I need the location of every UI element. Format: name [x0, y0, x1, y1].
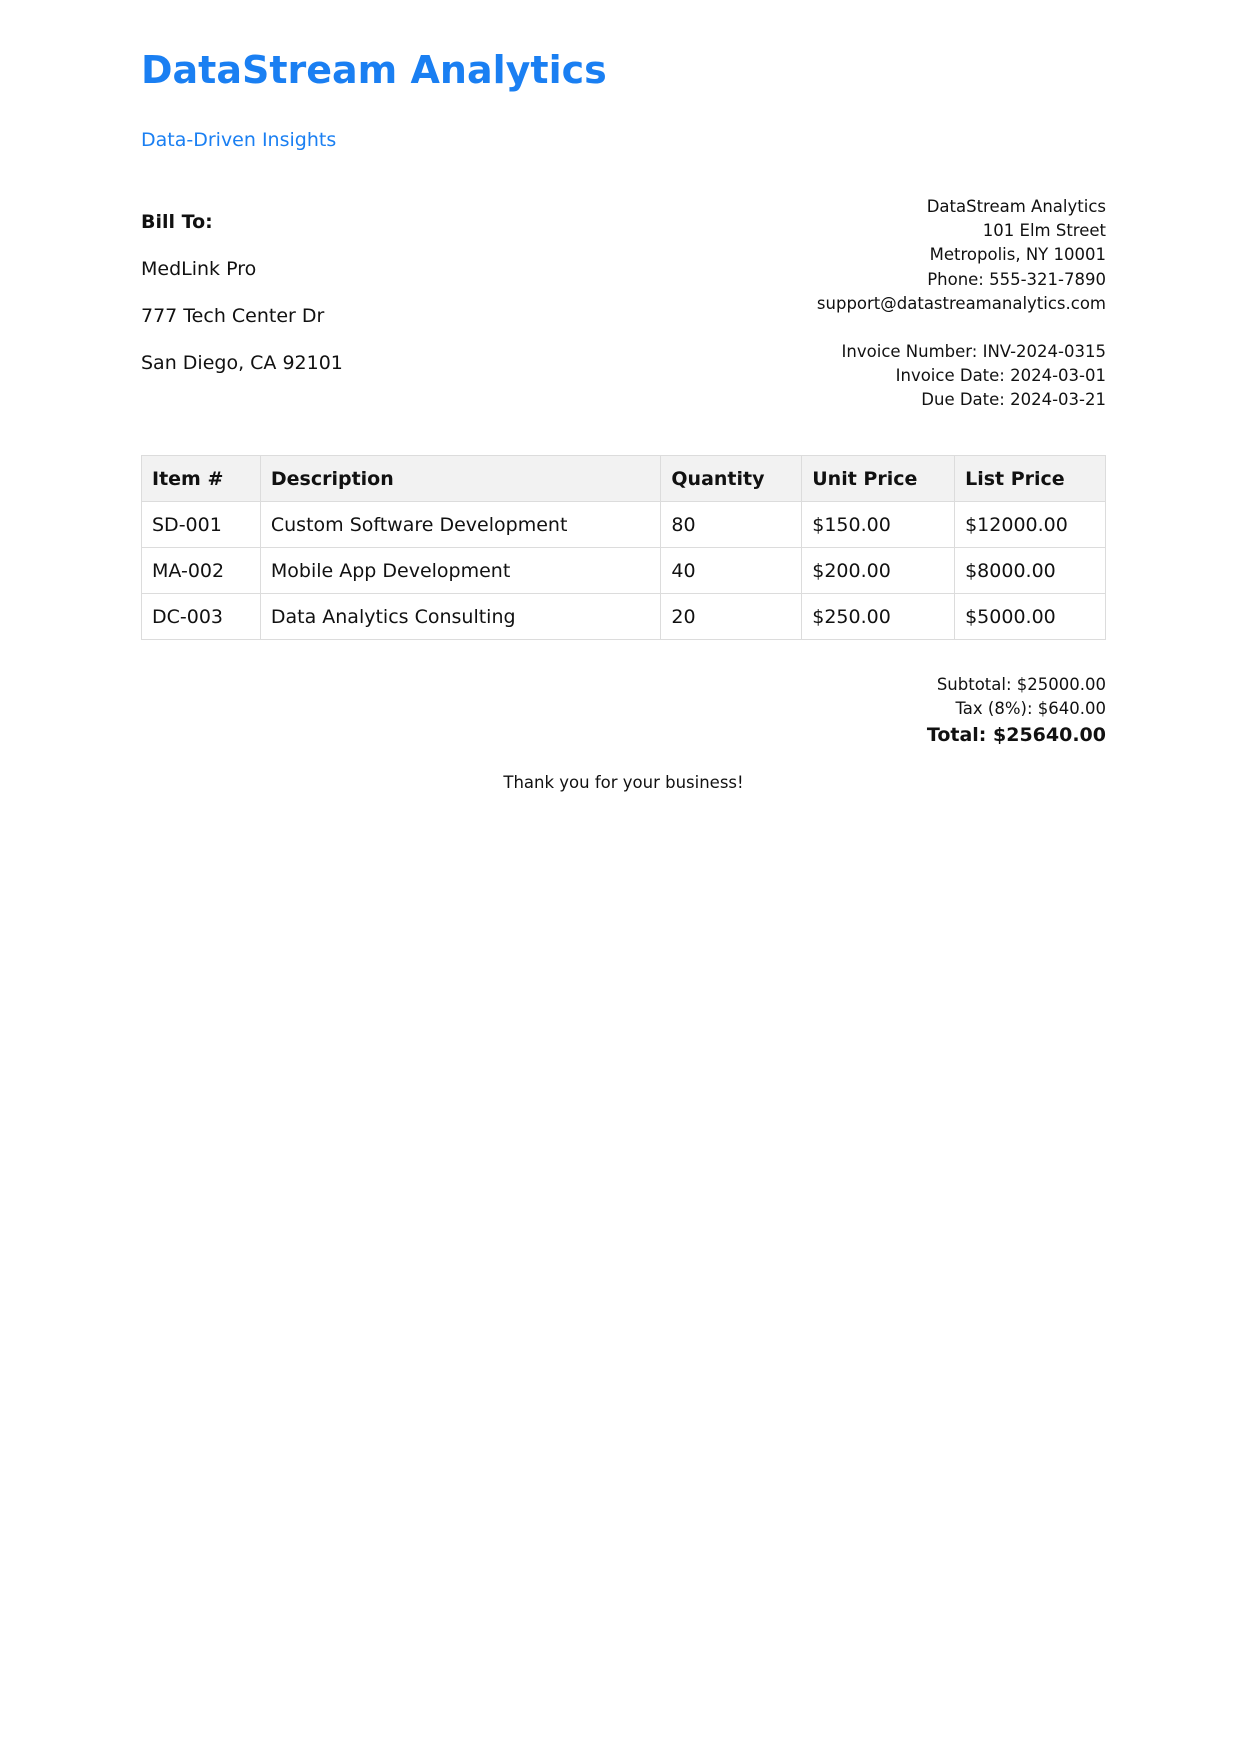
- table-row: [142, 502, 1106, 548]
- thank-you-note: Thank you for your business!: [503, 773, 744, 792]
- bill-to-city: San Diego, CA 92101: [141, 352, 343, 374]
- line-items-table: [141, 455, 1106, 640]
- bill-to-name: MedLink Pro: [141, 258, 257, 280]
- invoice-date: Invoice Date: 2024-03-01: [895, 366, 1106, 386]
- cell-quantity: 80: [661, 502, 802, 548]
- grand-total: Total: $25640.00: [926, 724, 1106, 747]
- header-list-price: List Price: [955, 456, 1106, 502]
- cell-unit-price: $200.00: [802, 548, 955, 594]
- table-header-row: [142, 456, 1106, 502]
- bill-to-street: 777 Tech Center Dr: [141, 305, 325, 327]
- cell-quantity: 40: [661, 548, 802, 594]
- cell-description: Mobile App Development: [260, 548, 661, 594]
- cell-list-price: $8000.00: [955, 548, 1106, 594]
- table-row: [142, 548, 1106, 594]
- table-row: [142, 594, 1106, 640]
- cell-item-number: SD-001: [142, 502, 261, 548]
- subtotal: Subtotal: $25000.00: [936, 675, 1106, 694]
- cell-item-number: DC-003: [142, 594, 261, 640]
- header-item-number: Item #: [142, 456, 261, 502]
- company-title: DataStream Analytics: [141, 48, 607, 92]
- company-address-block: [817, 195, 1106, 316]
- cell-list-price: $12000.00: [955, 502, 1106, 548]
- cell-description: Data Analytics Consulting: [260, 594, 661, 640]
- invoice-due-date: Due Date: 2024-03-21: [921, 390, 1106, 410]
- company-city: Metropolis, NY 10001: [929, 245, 1106, 265]
- bill-to-block: [141, 199, 343, 387]
- company-name: DataStream Analytics: [926, 197, 1106, 216]
- totals-block: [927, 673, 1106, 749]
- invoice-meta-block: [842, 340, 1106, 413]
- header-description: Description: [260, 456, 661, 502]
- company-tagline: Data-Driven Insights: [141, 129, 337, 151]
- invoice-number: Invoice Number: INV-2024-0315: [841, 342, 1106, 361]
- company-phone: Phone: 555-321-7890: [927, 269, 1106, 289]
- company-street: 101 Elm Street: [982, 221, 1106, 241]
- cell-unit-price: $150.00: [802, 502, 955, 548]
- cell-list-price: $5000.00: [955, 594, 1106, 640]
- header-quantity: Quantity: [661, 456, 802, 502]
- cell-quantity: 20: [661, 594, 802, 640]
- cell-description: Custom Software Development: [260, 502, 661, 548]
- header-unit-price: Unit Price: [802, 456, 955, 502]
- cell-unit-price: $250.00: [802, 594, 955, 640]
- bill-to-label: Bill To:: [141, 211, 213, 233]
- cell-item-number: MA-002: [142, 548, 261, 594]
- company-email: support@datastreamanalytics.com: [816, 293, 1106, 313]
- tax: Tax (8%): $640.00: [955, 699, 1106, 719]
